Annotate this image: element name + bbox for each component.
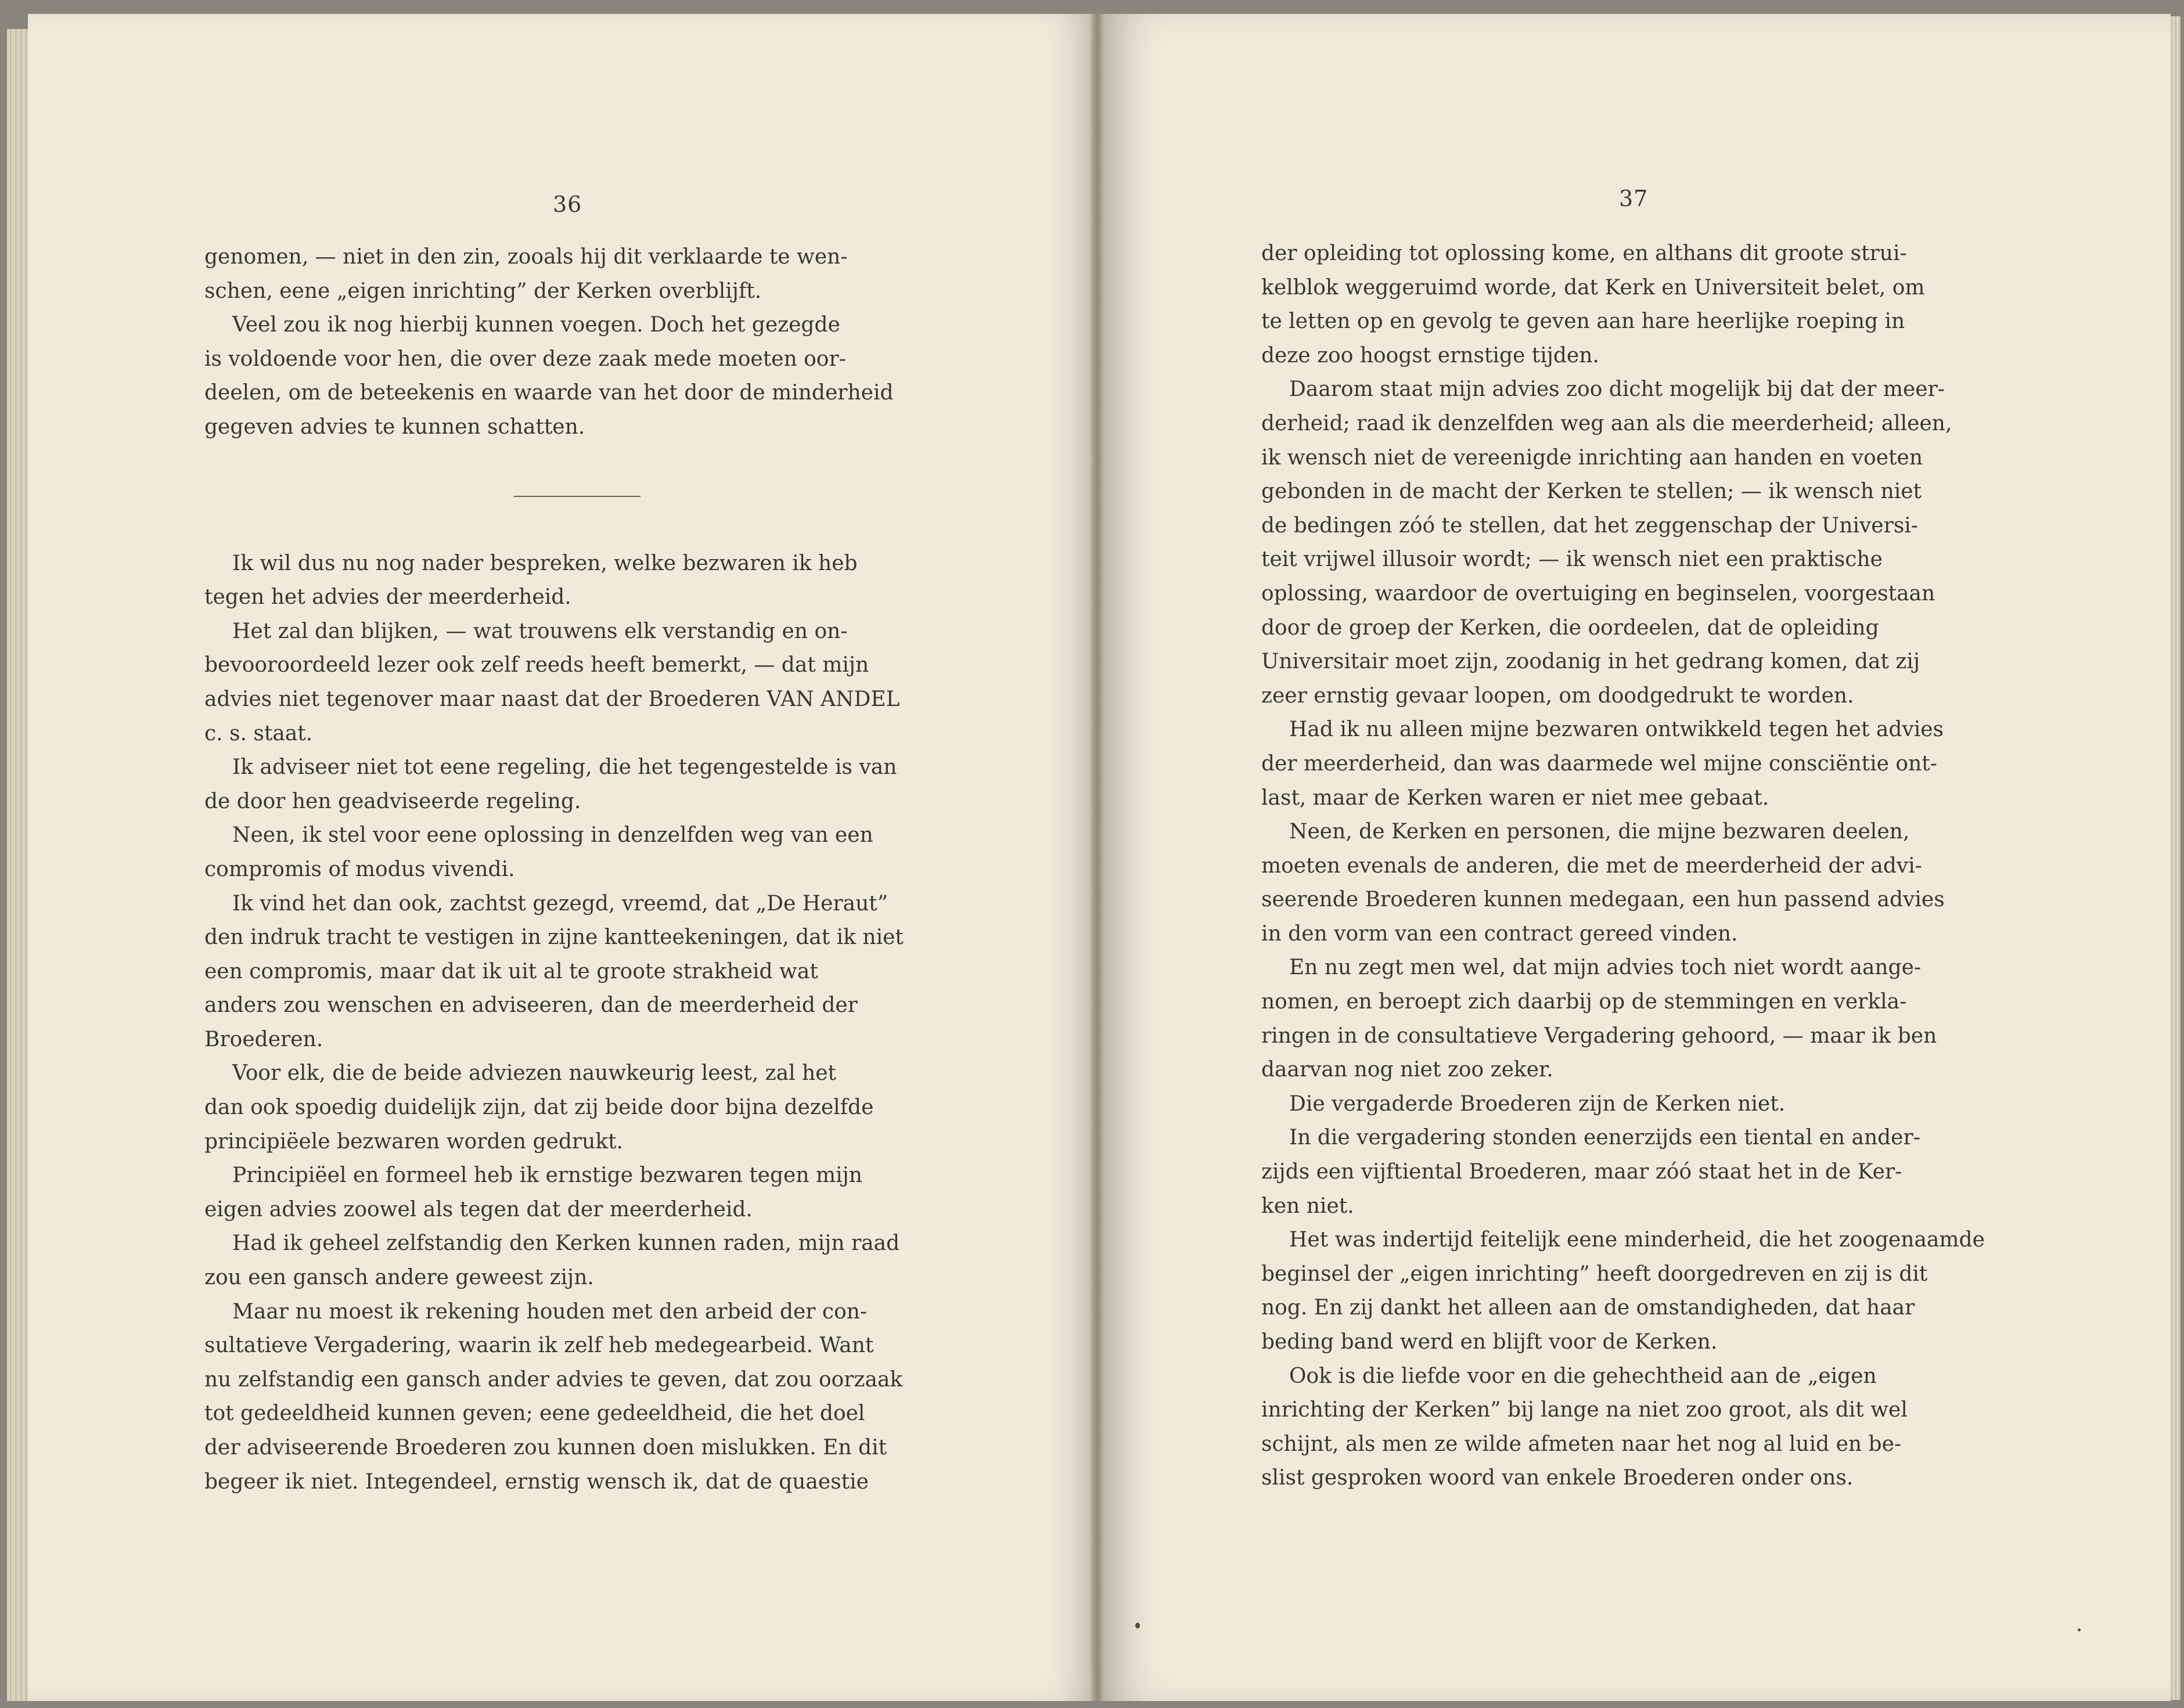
text-line: Die vergaderde Broederen zijn de Kerken niet. [1289, 1091, 1786, 1116]
text-line: der meerderheid, dan was daarmede wel mijne consciëntie ont- [1261, 751, 1937, 776]
text-line: Daarom staat mijn advies zoo dicht mogelijk bij dat der meer- [1289, 377, 1945, 402]
text-line: teit vrijwel illusoir wordt; — ik wensch niet een praktische [1261, 547, 1883, 572]
text-line: Ik vind het dan ook, zachtst gezegd, vreemd, dat „De Heraut” [232, 891, 888, 916]
text-line: In die vergadering stonden eenerzijds een tiental en ander- [1289, 1126, 1920, 1150]
book-gutter [1091, 14, 1104, 1701]
text-line: Had ik geheel zelfstandig den Kerken kunnen raden, mijn raad [232, 1231, 900, 1256]
text-line: Neen, ik stel voor eene oplossing in denzelfden weg van een [232, 823, 873, 848]
text-line: zou een gansch andere geweest zijn. [204, 1266, 594, 1290]
section-divider-rule [514, 496, 641, 497]
paper-speck [1135, 1623, 1140, 1628]
text-line: beding band werd en blijft voor de Kerken. [1261, 1330, 1718, 1354]
text-line: seerende Broederen kunnen medegaan, een hun passend advies [1261, 888, 1945, 912]
text-line: zijds een vijftiental Broederen, maar zóó staat het in de Ker- [1261, 1160, 1902, 1184]
text-line: een compromis, maar dat ik uit al te groote strakheid wat [204, 959, 818, 983]
text-line: compromis of modus vivendi. [204, 857, 515, 881]
text-line: nomen, en beroept zich daarbij op de stemmingen en verkla- [1261, 990, 1907, 1014]
text-line: tegen het advies der meerderheid. [204, 585, 571, 610]
text-line: Neen, de Kerken en personen, die mijne bezwaren deelen, [1289, 820, 1910, 844]
text-line: anders zou wenschen en adviseeren, dan de meerderheid der [204, 993, 858, 1018]
text-line: tot gedeeldheid kunnen geven; eene gedeeldheid, die het doel [204, 1401, 865, 1426]
text-line: c. s. staat. [204, 721, 313, 745]
text-line: advies niet tegenover maar naast dat der Broederen VAN ANDEL [204, 687, 900, 711]
text-line: moeten evenals de anderen, die met de meerderheid der advi- [1261, 853, 1922, 878]
text-line: last, maar de Kerken waren er niet mee gebaat. [1261, 785, 1769, 810]
paper-speck [2078, 1628, 2081, 1631]
text-line: gegeven advies te kunnen schatten. [204, 415, 585, 439]
text-line: den indruk tracht te vestigen in zijne kantteekeningen, dat ik niet [204, 925, 904, 950]
text-line: zeer ernstig gevaar loopen, om doodgedrukt te worden. [1261, 683, 1854, 708]
text-line: nu zelfstandig een gansch ander advies te geven, dat zou oorzaak [204, 1367, 903, 1392]
text-line: Maar nu moest ik rekening houden met den arbeid der con- [232, 1299, 868, 1324]
text-line: inrichting der Kerken” bij lange na niet zoo groot, als dit wel [1261, 1398, 1908, 1422]
text-line: nog. En zij dankt het alleen aan de omstandigheden, dat haar [1261, 1296, 1915, 1320]
text-line: ken niet. [1261, 1194, 1354, 1218]
text-line: te letten op en gevolg te geven aan hare heerlijke roeping in [1261, 309, 1905, 334]
text-line: deelen, om de beteekenis en waarde van het door de minderheid [204, 381, 894, 405]
text-line: dan ook spoedig duidelijk zijn, dat zij beide door bijna dezelfde [204, 1096, 874, 1120]
text-line: genomen, — niet in den zin, zooals hij dit verklaarde te wen- [204, 245, 848, 269]
text-line: Broederen. [204, 1027, 323, 1051]
left-page-text [204, 240, 954, 1499]
text-line: gebonden in de macht der Kerken te stellen; — ik wensch niet [1261, 480, 1922, 504]
text-line: eigen advies zoowel als tegen dat der meerderheid. [204, 1197, 753, 1221]
page-number-right: 37 [1619, 186, 1649, 211]
right-page-text [1261, 237, 2010, 1496]
text-line: der adviseerende Broederen zou kunnen doen mislukken. En dit [204, 1436, 887, 1460]
text-line: schijnt, als men ze wilde afmeten naar het nog al luid en be- [1261, 1432, 1902, 1456]
text-line: principiëele bezwaren worden gedrukt. [204, 1129, 623, 1154]
text-line: beginsel der „eigen inrichting” heeft doorgedreven en zij is dit [1261, 1262, 1928, 1286]
text-line: begeer ik niet. Integendeel, ernstig wensch ik, dat de quaestie [204, 1469, 869, 1494]
right-text-body [1261, 237, 2010, 1496]
text-line: sultatieve Vergadering, waarin ik zelf heb medegearbeid. Want [204, 1334, 874, 1358]
text-line: Had ik nu alleen mijne bezwaren ontwikkeld tegen het advies [1289, 718, 1944, 742]
text-line: schen, eene „eigen inrichting” der Kerken overblijft. [204, 279, 762, 303]
left-text-before-rule [204, 240, 954, 445]
text-line: Ik adviseer niet tot eene regeling, die het tegengestelde is van [232, 755, 897, 780]
text-line: de door hen geadviseerde regeling. [204, 789, 581, 813]
text-line: Universitair moet zijn, zoodanig in het gedrang komen, dat zij [1261, 650, 1920, 674]
page-number-left: 36 [553, 192, 582, 217]
left-text-after-rule [204, 547, 954, 1500]
text-line: slist gesproken woord van enkele Broederen onder ons. [1261, 1466, 1854, 1490]
text-line: Veel zou ik nog hierbij kunnen voegen. Doch het gezegde [232, 313, 840, 337]
text-line: ringen in de consultatieve Vergadering gehoord, — maar ik ben [1261, 1024, 1937, 1048]
text-line: kelblok weggeruimd worde, dat Kerk en Universiteit belet, om [1261, 275, 1925, 300]
text-line: Voor elk, die de beide adviezen nauwkeurig leest, zal het [232, 1061, 836, 1086]
text-line: oplossing, waardoor de overtuiging en beginselen, voorgestaan [1261, 581, 1935, 606]
text-line: Principiëel en formeel heb ik ernstige bezwaren tegen mijn [232, 1163, 862, 1188]
text-line: door de groep der Kerken, die oordeelen, dat de opleiding [1261, 615, 1879, 640]
text-line: in den vorm van een contract gereed vinden. [1261, 921, 1738, 946]
text-line: ik wensch niet de vereenigde inrichting aan handen en voeten [1261, 445, 1923, 470]
text-line: Ook is die liefde voor en die gehechtheid aan de „eigen [1289, 1364, 1877, 1388]
text-line: Ik wil dus nu nog nader bespreken, welke bezwaren ik heb [232, 551, 858, 575]
text-line: deze zoo hoogst ernstige tijden. [1261, 343, 1599, 367]
text-line: derheid; raad ik denzelfden weg aan als die meerderheid; alleen, [1261, 411, 1952, 435]
text-line: daarvan nog niet zoo zeker. [1261, 1058, 1553, 1082]
text-line: En nu zegt men wel, dat mijn advies toch niet wordt aange- [1289, 956, 1922, 980]
text-line: Het zal dan blijken, — wat trouwens elk verstandig en on- [232, 619, 848, 643]
text-line: is voldoende voor hen, die over deze zaak mede moeten oor- [204, 347, 846, 371]
text-line: de bedingen zóó te stellen, dat het zeggenschap der Universi- [1261, 513, 1918, 538]
text-line: der opleiding tot oplossing kome, en althans dit groote strui- [1261, 242, 1907, 265]
text-line: bevooroordeeld lezer ook zelf reeds heeft bemerkt, — dat mijn [204, 653, 869, 678]
text-line: Het was indertijd feitelijk eene minderheid, die het zoogenaamde [1289, 1228, 1985, 1252]
